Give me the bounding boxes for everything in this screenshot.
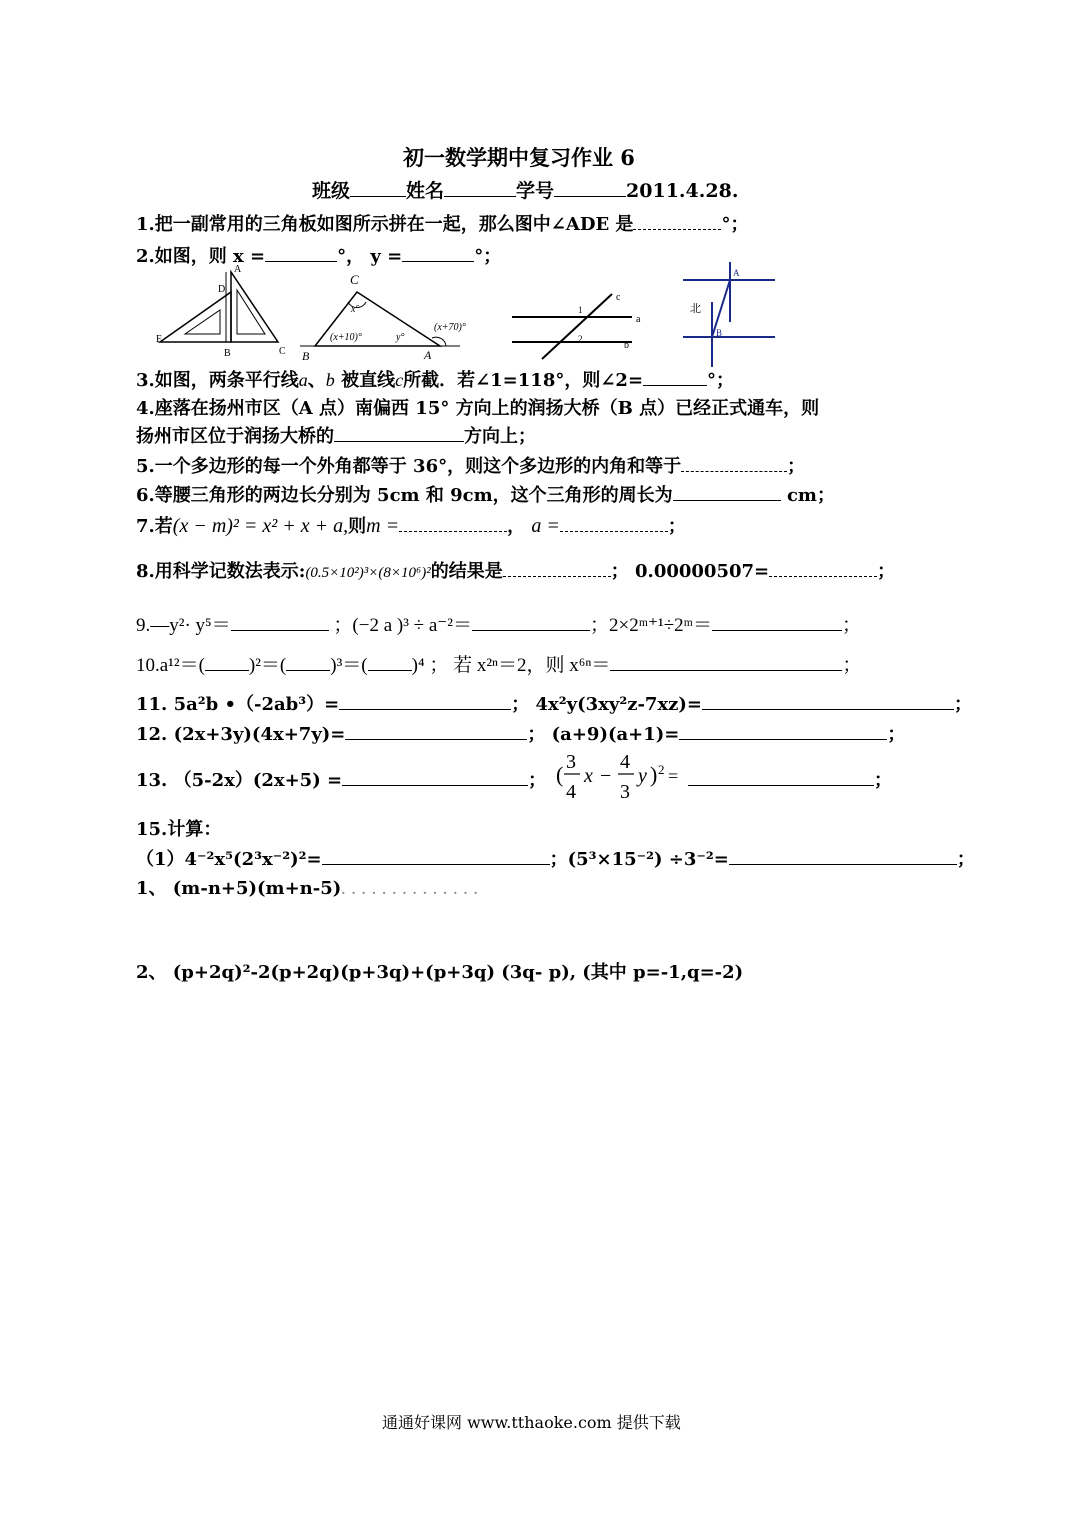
svg-text:=: = (668, 766, 679, 786)
svg-text:3: 3 (566, 751, 576, 773)
question-8: 8.用科学记数法表示:(0.5×10²)³×(8×10⁶)²的结果是 ； 0.00000507= ； (136, 557, 895, 583)
q8-blank-b[interactable] (769, 558, 877, 577)
question-7: 7.若(x − m)² = x² + x + a,则m = ， a = ； (136, 515, 686, 537)
q5-text: 5.一个多边形的每一个外角都等于 36°，则这个多边形的内角和等于 (136, 456, 682, 477)
question-9: 9.—y²· y⁵＝ ；(−2 a )³ ÷ a⁻²＝ ；2×2ᵐ⁺¹÷2ᵐ＝ ； (136, 610, 861, 637)
q3-text-b: 被直线 (341, 370, 396, 391)
q9-blank-a[interactable] (231, 612, 329, 631)
name-blank[interactable] (444, 178, 516, 197)
q9-blank-b[interactable] (472, 612, 590, 631)
question-15: 15.计算： (136, 819, 222, 840)
q9-text-b: ；(−2 a )³ ÷ a⁻²＝ (333, 615, 472, 636)
q7-a: a = (531, 515, 560, 537)
q3-text-a: 3.如图，两条平行线 (136, 370, 299, 391)
question-11: 11. 5a²b •（-2ab³）= ； 4x²y(3xy²z-7xz)= ； (136, 690, 972, 716)
fig1-label-c: C (279, 346, 286, 357)
fig2-label-c: C (350, 272, 359, 287)
q2-text-a: 2.如图，则 x = (136, 246, 266, 267)
q4-text: 扬州市区位于润扬大桥的 (136, 426, 334, 447)
svg-text:x: x (584, 765, 593, 787)
q7-text: 7.若 (136, 516, 173, 537)
q13-blank-b[interactable] (688, 767, 874, 786)
q7-m: m = (366, 515, 400, 537)
header-line (312, 176, 738, 203)
svg-text:3: 3 (620, 781, 630, 803)
calc-1-text: 1、 (m-n+5)(m+n-5) (136, 878, 342, 899)
q10-blank-4[interactable] (610, 652, 842, 671)
q10-blank-3[interactable] (368, 652, 412, 671)
fig4-label-a: A (733, 268, 740, 278)
class-label: 班级 (312, 180, 351, 202)
fig4-label-b: B (716, 328, 723, 338)
name-label: 姓名 (406, 180, 445, 202)
fig3-label-b: b (624, 340, 629, 351)
figure-2-triangle (300, 272, 466, 363)
figure-1-set-squares (156, 264, 286, 359)
svg-text:2: 2 (658, 762, 665, 777)
q7-equation: (x − m)² = x² + x + a, (172, 515, 349, 537)
q10-text-b: 若 x²ⁿ＝2，则 x⁶ⁿ＝ (453, 655, 611, 676)
figure-4-direction (683, 262, 775, 367)
q9-blank-c[interactable] (712, 612, 842, 631)
date: 2011.4.28. (626, 180, 739, 202)
q7-blank-m[interactable] (399, 513, 507, 532)
fig2-label-x10: (x+10)° (330, 332, 362, 343)
q11-text: 11. 5a²b •（-2ab³）= (136, 694, 340, 715)
q11-blank-b[interactable] (702, 691, 954, 710)
q4-blank[interactable] (334, 423, 464, 442)
q13-text: 13. （5-2x）(2x+5) = (136, 770, 343, 791)
q10-blank-1[interactable] (205, 652, 249, 671)
svg-text:): ) (650, 762, 658, 787)
fig1-label-a: A (234, 264, 242, 275)
q3-var-b: b (325, 370, 335, 390)
fig2-label-a: A (424, 348, 432, 362)
q8-text: 8.用科学记数法表示: (136, 561, 306, 582)
q8-expression: (0.5×10²)³×(8×10⁶)² (305, 565, 431, 581)
fig2-label-y: y° (396, 332, 405, 343)
question-6 (136, 481, 835, 507)
figure-3-parallel-lines (512, 292, 641, 359)
q12-blank-b[interactable] (679, 721, 887, 740)
svg-text:(: ( (556, 762, 564, 787)
q2-blank-x[interactable] (265, 243, 337, 262)
q2-blank-y[interactable] (402, 243, 474, 262)
q13-blank-a[interactable] (342, 767, 528, 786)
question-4-line1: 4.座落在扬州市区（A 点）南偏西 15° 方向上的润扬大桥（B 点）已经正式通车，则 (136, 398, 820, 419)
question-10: 10.a¹²＝( )²＝( )³＝( )⁴ ； 若 x²ⁿ＝2，则 x⁶ⁿ＝ ； (136, 650, 861, 677)
q8-blank-a[interactable] (503, 558, 611, 577)
q2-text-b: °， y = (337, 246, 403, 267)
q10-text: 10.a¹²＝( (136, 655, 205, 676)
svg-text:−: − (600, 765, 612, 787)
q3-blank[interactable] (643, 367, 707, 386)
question-13: 13. （5-2x）(2x+5) = ； (136, 766, 546, 792)
q1-blank[interactable] (633, 211, 721, 230)
figures-row (150, 262, 800, 367)
fig2-label-x70: (x+70)° (434, 322, 466, 333)
question-4-line2 (136, 422, 536, 448)
fig2-label-b: B (302, 349, 310, 363)
q7-blank-a[interactable] (560, 513, 668, 532)
q12-text: 12. (2x+3y)(4x+7y)= (136, 724, 346, 745)
svg-text:y: y (638, 765, 647, 787)
q9-text: 9.—y²· y⁵＝ (136, 615, 231, 636)
q5-blank[interactable] (681, 453, 787, 472)
fig1-label-e: E (156, 334, 163, 345)
calc-2: 2、 (p+2q)²-2(p+2q)(p+3q)+(p+3q) (3q- p), (其中 p=-1,q=-2) (136, 962, 744, 983)
question-5: 5.一个多边形的每一个外角都等于 36°，则这个多边形的内角和等于 ； (136, 452, 805, 478)
fig3-label-2: 2 (578, 334, 583, 344)
id-label: 学号 (516, 180, 555, 202)
q12-blank-a[interactable] (345, 721, 527, 740)
svg-text:4: 4 (620, 751, 630, 773)
q8-text-b: 0.00000507= (635, 561, 770, 582)
fig3-label-c: c (616, 292, 621, 303)
fig1-label-b: B (224, 348, 231, 359)
q6-text: 6.等腰三角形的两边长分别为 5cm 和 9cm，这个三角形的周长为 (136, 485, 673, 506)
q6-blank[interactable] (673, 482, 781, 501)
fig1-label-d: D (218, 284, 226, 295)
fig3-label-a: a (636, 314, 641, 325)
q3-text-c: 所截．若∠1=118°，则∠2= (403, 370, 644, 391)
q2-text-c: °； (474, 246, 502, 267)
q8-text-mid: 的结果是 (430, 561, 503, 582)
class-blank[interactable] (350, 178, 406, 197)
q4-text-end: 方向上； (464, 426, 536, 447)
page-title: 初一数学期中复习作业 6 (403, 145, 635, 170)
q1-text: 1.把一副常用的三角板如图所示拼在一起，那么图中∠ADE 是 (136, 214, 634, 235)
q11-text-b: 4x²y(3xy²z-7xz)= (535, 694, 702, 715)
fig2-label-x: x° (351, 304, 360, 315)
svg-text:4: 4 (566, 781, 576, 803)
question-12: 12. (2x+3y)(4x+7y)= ； (a+9)(a+1)= ； (136, 720, 905, 746)
q15-1-text: （1）4⁻²x⁵(2³x⁻²)²= (136, 849, 322, 870)
q13-fraction-expression (556, 746, 696, 806)
q13-blank-b-wrap: ； (688, 766, 892, 792)
question-1 (136, 210, 748, 236)
q3-var-c: c (395, 370, 404, 390)
calc-1-dots: .............. (341, 883, 484, 897)
footer: 通通好课网 www.tthaoke.com 提供下载 (382, 1413, 681, 1432)
q15-1-blank-a[interactable] (322, 846, 550, 865)
calc-1 (136, 874, 484, 900)
q1-unit: °； (721, 214, 749, 235)
fig3-label-1: 1 (578, 305, 583, 315)
fig4-label-north: 北 (690, 303, 701, 315)
q10-blank-2[interactable] (286, 652, 330, 671)
q9-text-c: ；2×2ᵐ⁺¹÷2ᵐ＝ (590, 615, 712, 636)
q3-text-d: °； (707, 370, 735, 391)
question-3: 3.如图，两条平行线a、b 被直线c所截．若∠1=118°，则∠2= °； (136, 366, 734, 392)
q15-1-text-b: (5³×15⁻²) ÷3⁻²= (567, 849, 729, 870)
q15-1-blank-b[interactable] (729, 846, 957, 865)
q6-unit: cm； (786, 485, 835, 506)
q3-var-a: a (298, 370, 308, 390)
q12-text-b: (a+9)(a+1)= (551, 724, 680, 745)
question-15-1: （1）4⁻²x⁵(2³x⁻²)²= ；(5³×15⁻²) ÷3⁻²= ； (136, 845, 975, 871)
q11-blank-a[interactable] (339, 691, 511, 710)
id-blank[interactable] (554, 178, 626, 197)
